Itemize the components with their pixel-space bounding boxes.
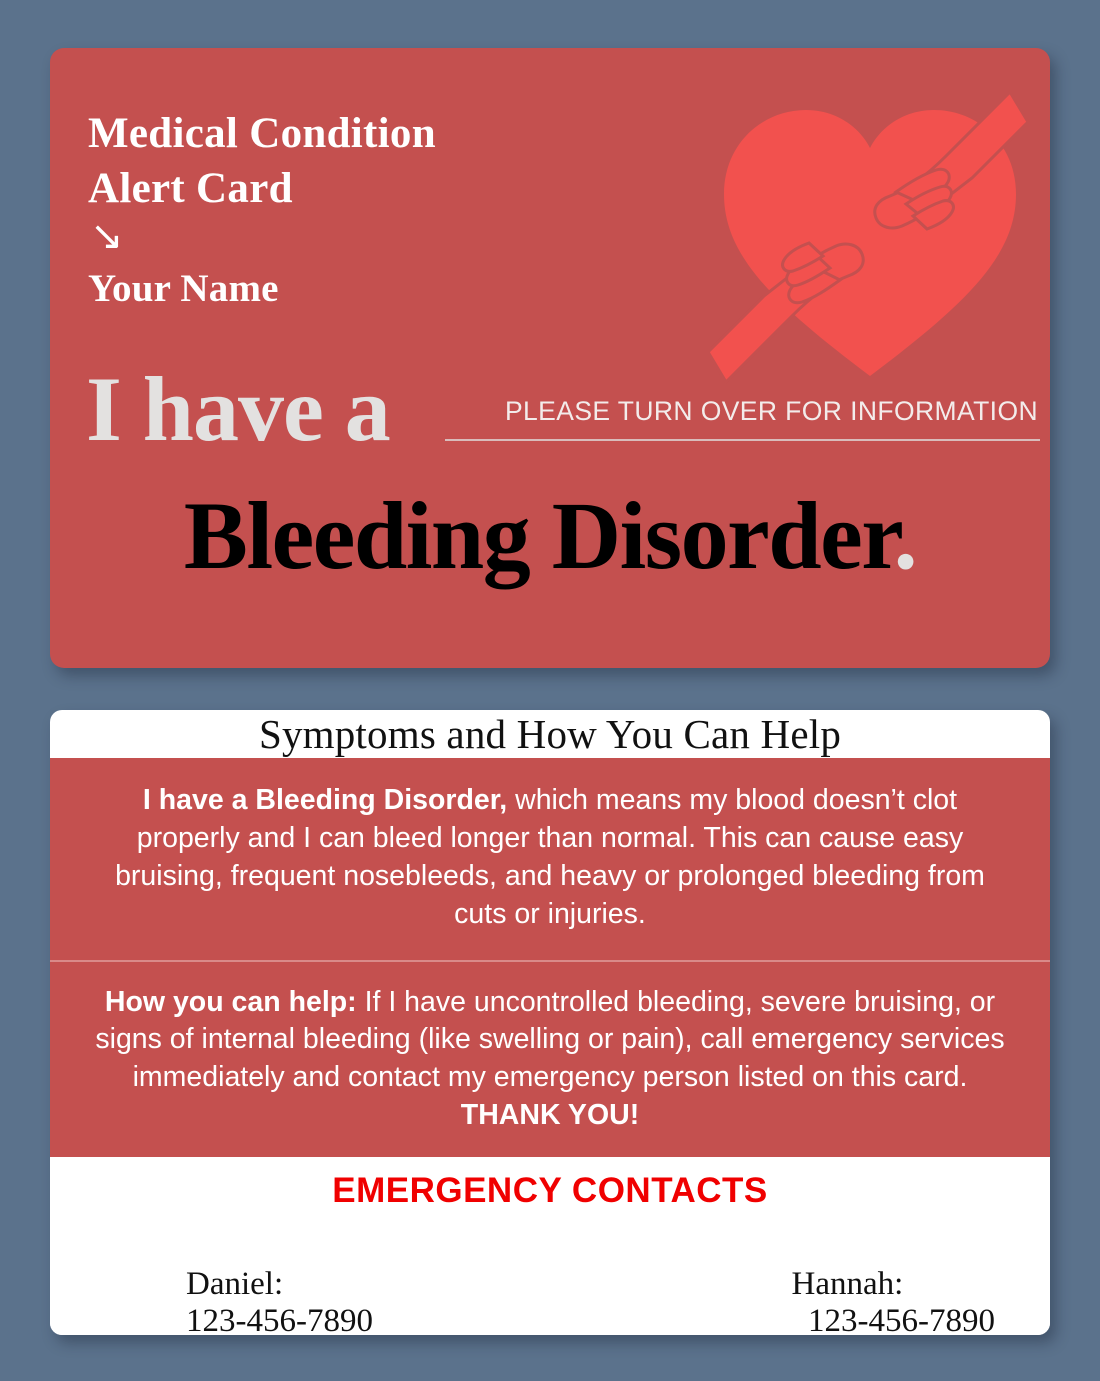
turn-over-note: PLEASE TURN OVER FOR INFORMATION (504, 396, 1038, 426)
heading-line-1: Medical Condition (88, 110, 436, 157)
condition-name-period: . (893, 482, 917, 589)
contact-name: Hannah: (791, 1266, 904, 1303)
heading-line-2: Alert Card (88, 165, 293, 213)
your-name-field[interactable]: Your Name (88, 267, 279, 310)
contact-phone: 123-456-7890 (791, 1303, 995, 1335)
emergency-contacts-title: EMERGENCY CONTACTS (332, 1171, 768, 1211)
arrow-down-right-icon: ↘ (90, 213, 124, 259)
front-card-heading (88, 106, 436, 216)
contact-entry[interactable] (120, 1229, 373, 1335)
condition-name-text: Bleeding Disorder (183, 482, 894, 589)
divider (445, 439, 1040, 441)
back-card (50, 710, 1050, 1335)
lead-in-text: I have a (86, 358, 390, 460)
emergency-contacts-row (50, 1211, 1050, 1335)
how-to-help-paragraph (50, 960, 1050, 1158)
contact-name: Daniel: (186, 1266, 284, 1303)
emergency-contacts-section (50, 1157, 1050, 1335)
back-card-title: Symptoms and How You Can Help (258, 711, 842, 757)
heart-with-holding-hands-icon (710, 86, 1030, 386)
contact-entry[interactable] (726, 1229, 995, 1335)
condition-name (50, 482, 1050, 589)
how-to-help-lead: How you can help: (104, 985, 357, 1018)
thank-you-text: THANK YOU! (460, 1099, 640, 1132)
turn-over-block (445, 396, 1040, 441)
back-card-body (50, 758, 1050, 1157)
symptoms-paragraph-text: which means my blood doesn’t clot properly and I can bleed longer than normal. This can cause easy bruising, frequent nosebleeds, and heavy or prolonged bleeding from cuts or injuries. (115, 784, 985, 930)
contact-phone: 123-456-7890 (186, 1303, 373, 1335)
how-to-help-text: If I have uncontrolled bleeding, severe bruising, or signs of internal bleeding (like swelling or pain), call emergency services immediately and contact my emergency person listed on this card. (95, 985, 1005, 1094)
symptoms-paragraph (50, 758, 1050, 960)
front-card (50, 48, 1050, 668)
symptoms-paragraph-lead: I have a Bleeding Disorder, (142, 784, 508, 816)
